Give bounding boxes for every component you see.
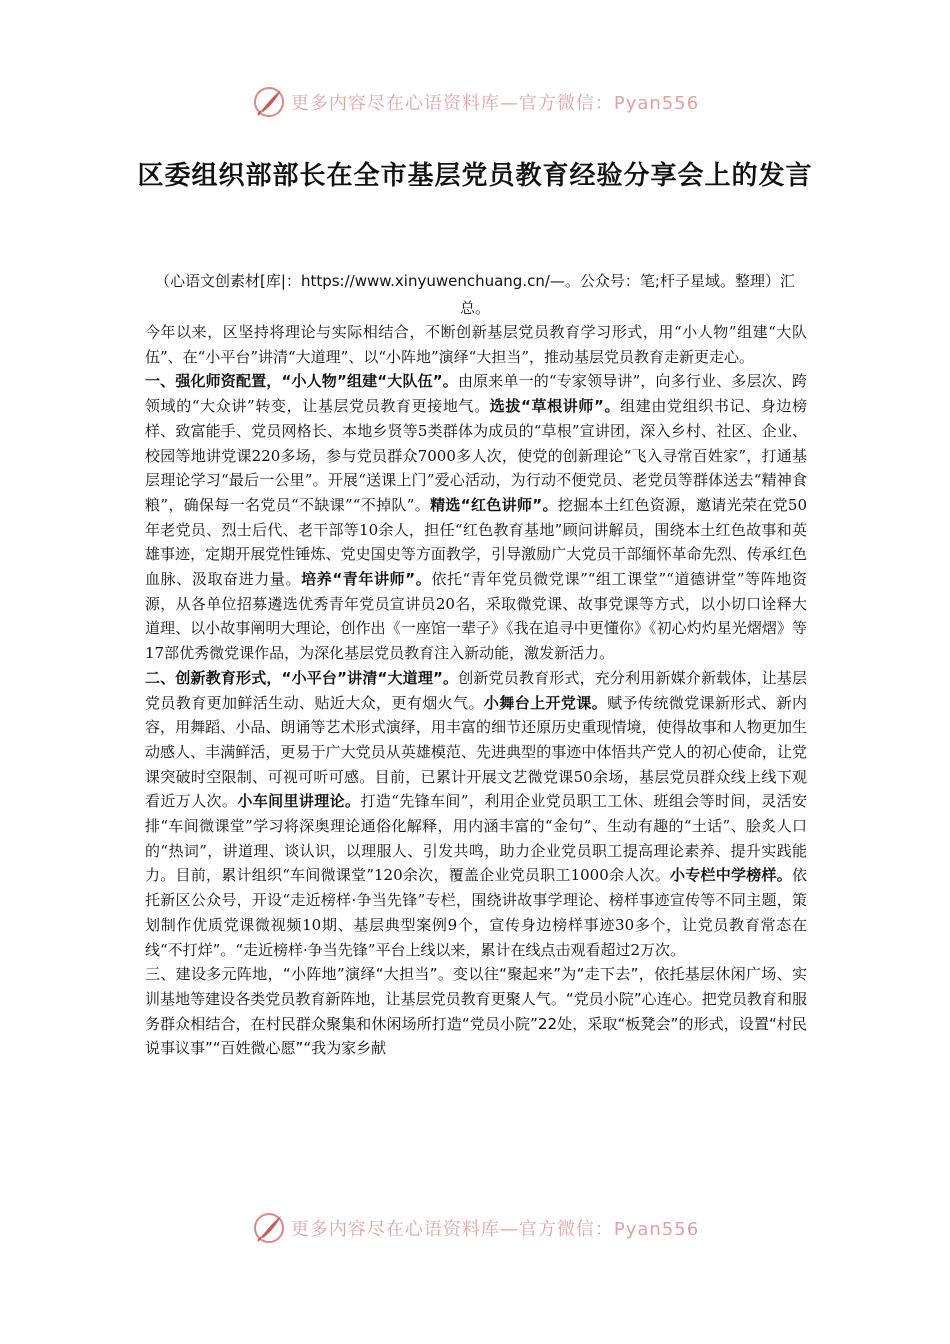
source-line: （心语文创素材[库|：https://www.xinyuwenchuang.cn/—。公众号：笔;杆子星域。整理）汇总。: [155, 272, 795, 317]
section-1-text: 组建由党组织书记、身边榜样、致富能手、党员网格长、本地乡贤等5类群体为成员的“草根”宣讲团，深入乡村、社区、企业、校园等地讲党课220多场，参与党员群众7000多人次，使党的创新理论“飞入寻常百姓家”，打通基层理论学习“最后一公里”。开展“送课上门”爱心活动，为行动不便党员、老党员等群体送去“精神食粮”，确保每一名党员“不缺课”“不掉队”。: [145, 397, 807, 514]
section-1-subheading: 培养“青年讲师”。: [301, 570, 432, 589]
section-3-text: 把党员教育和服务群众相结合，在村民群众聚集和休闲场所打造“党员小院”22处，采取“板凳会”的形式，设置“村民说事议事”“百姓微心愿”“我为家乡献: [145, 989, 807, 1058]
section-2-subheading: 小舞台上开党课。: [483, 693, 608, 712]
section-2-text: 依托新区公众号，开设“走近榜样·争当先锋”专栏，围绕讲故事学理论、榜样事迹宣传等不同主题，策划制作优质党课微视频10期、基层典型案例9个，宣传身边榜样事迹30多个，让党员教育常态在线“不打烊”。“走近榜样·争当先锋”平台上线以来，累计在线点击观看超过2万次。: [145, 866, 807, 959]
document-title: 区委组织部部长在全市基层党员教育经验分享会上的发言: [137, 161, 813, 191]
section-1-subheading: 精选“红色讲师”。: [430, 495, 558, 514]
section-1-heading: 一、强化师资配置，“小人物”组建“大队伍”。: [145, 372, 458, 391]
watermark-text: 更多内容尽在心语资料库—官方微信：Pyan556: [290, 1219, 700, 1240]
watermark-text: 更多内容尽在心语资料库—官方微信：Pyan556: [290, 93, 700, 114]
section-1-text: 依托“青年党员微党课”“组工课堂”“道德讲堂”等阵地资源，从各单位招募遴选优秀青年党员宣讲员20名，采取微党课、故事党课等方式，以小切口诠释大道理、以小故事阐明大理论，创作出《一座馆一辈子》《我在追寻中更懂你》《初心灼灼星光熠熠》等17部优秀微党课作品，为深化基层党员教育注入新动能，激发新活力。: [145, 570, 807, 663]
quill-logo-icon: [251, 84, 287, 120]
section-3-text: 变以往“聚起来”为“走下去”，依托基层休闲广场、实训基地等建设各类党员教育新阵地，让基层党员教育更聚人气。: [145, 965, 807, 1008]
section-2-subheading: 小专栏中学榜样。: [670, 866, 792, 885]
section-3-heading: 三、建设多元阵地，“小阵地”演绎“大担当”。: [145, 965, 454, 984]
section-3-paragraph: [145, 962, 807, 1061]
section-2-text: 打造“先锋车间”，利用企业党员职工工休、班组会等时间，灵活安排“车间微课堂”学习将深奥理论通俗化解释，用内涵丰富的“金句”、生动有趣的“土话”、脍炙人口的“热词”，讲道理、谈认识，以理服人、引发共鸣，助力企业党员职工提高理论素养、提升实践能力。目前，累计组织“车间微课堂”120余次，覆盖企业党员职工1000余人次。: [145, 792, 807, 885]
section-2-text: 创新党员教育形式，充分利用新媒介新载体，让基层党员教育更加鲜活生动、贴近大众，更有烟火气。: [145, 668, 807, 712]
section-1-subheading: 选拔“草根讲师”。: [489, 397, 621, 416]
watermark-banner-top: [0, 84, 950, 120]
section-3-subheading: “党员小院”心连心。: [565, 989, 702, 1008]
watermark-banner-bottom: [0, 1210, 950, 1246]
section-2-text: 赋予传统微党课新形式、新内容，用舞蹈、小品、朗诵等艺术形式演绎，用丰富的细节还原历史重现情境，使得故事和人物更加生动感人、丰满鲜活，更易于广大党员从英雄模范、先进典型的事迹中体悟共产党人的初心使命，让党课突破时空限制、可视可听可感。目前，已累计开展文艺微党课50余场，基层党员群众线上线下观看近万人次。: [145, 693, 807, 811]
document-body: [145, 320, 807, 1061]
section-1-text: 挖掘本土红色资源，邀请光荣在党50年老党员、烈士后代、老干部等10余人，担任“红色教育基地”顾问讲解员，围绕本土红色故事和英雄事迹，定期开展党性锤炼、党史国史等方面教学，引导激励广大党员干部缅怀革命先烈、传承红色血脉、汲取奋进力量。: [145, 495, 808, 589]
section-2-paragraph: [145, 666, 807, 962]
section-1-paragraph: [145, 369, 807, 665]
section-1-text: 由原来单一的“专家领导讲”，向多行业、多层次、跨领域的“大众讲”转变，让基层党员教育更接地气。: [145, 372, 807, 416]
section-2-heading: 二、创新教育形式，“小平台”讲清“大道理”。: [145, 668, 459, 687]
intro-paragraph: 今年以来，区坚持将理论与实际相结合，不断创新基层党员教育学习形式，用“小人物”组建“大队伍”、在“小平台”讲清“大道理”、以“小阵地”演绎“大担当”，推动基层党员教育走新更走心。: [145, 323, 807, 366]
quill-logo-icon: [251, 1210, 287, 1246]
section-2-subheading: 小车间里讲理论。: [237, 792, 361, 811]
